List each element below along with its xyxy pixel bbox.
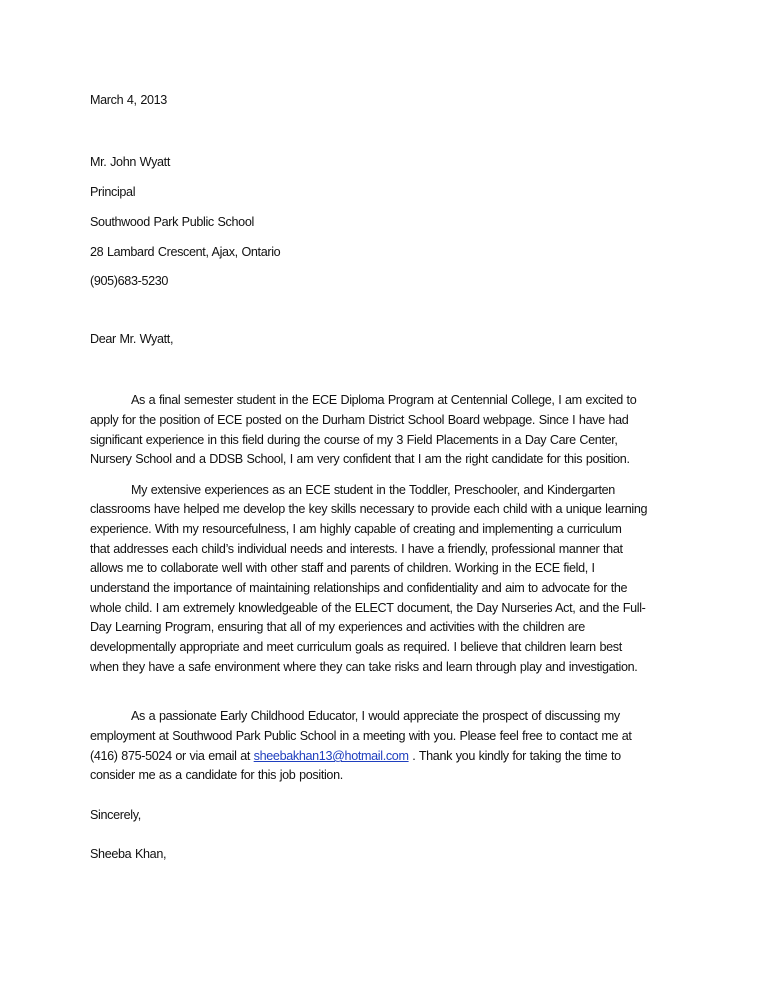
date: March 4, 2013 xyxy=(90,93,167,107)
paragraph1-line: As a final semester student in the ECE Diploma Program at Centennial College, I am excited to xyxy=(131,393,637,407)
paragraph2-line: Day Learning Program, ensuring that all of my experiences and activities with the children are xyxy=(90,620,585,634)
paragraph2-line: allows me to collaborate well with other staff and parents of children. Working in the ECE field, I xyxy=(90,561,595,575)
paragraph2-line: experience. With my resourcefulness, I am highly capable of creating and implementing a curriculum xyxy=(90,522,622,536)
paragraph2-line: My extensive experiences as an ECE student in the Toddler, Preschooler, and Kindergarten xyxy=(131,483,615,497)
paragraph1-line: significant experience in this field during the course of my 3 Field Placements in a Day Care Center, xyxy=(90,433,618,447)
paragraph3-line: As a passionate Early Childhood Educator, I would appreciate the prospect of discussing my xyxy=(131,709,620,723)
paragraph3-line: consider me as a candidate for this job position. xyxy=(90,768,343,782)
paragraph1-line: Nursery School and a DDSB School, I am very confident that I am the right candidate for this position. xyxy=(90,452,630,466)
paragraph2-line: understand the importance of maintaining relationships and confidentiality and aim to advocate for the xyxy=(90,581,628,595)
email-link[interactable]: sheebakhan13@hotmail.com xyxy=(253,749,409,763)
paragraph2-line: developmentally appropriate and meet curriculum goals as required. I believe that children learn best xyxy=(90,640,622,654)
recipient-school: Southwood Park Public School xyxy=(90,215,254,229)
paragraph3-text: . Thank you kindly for taking the time to xyxy=(408,749,621,763)
paragraph3-line xyxy=(90,748,621,764)
salutation: Dear Mr. Wyatt, xyxy=(90,332,174,346)
recipient-phone: (905)683-5230 xyxy=(90,274,169,288)
paragraph2-line: classrooms have helped me develop the key skills necessary to provide each child with a unique learning xyxy=(90,502,648,516)
signature: Sheeba Khan, xyxy=(90,847,167,861)
paragraph1-line: apply for the position of ECE posted on the Durham District School Board webpage. Since I have had xyxy=(90,413,629,427)
paragraph3-line: employment at Southwood Park Public School in a meeting with you. Please feel free to contact me at xyxy=(90,729,632,743)
paragraph2-line: that addresses each child’s individual needs and interests. I have a friendly, professional manner that xyxy=(90,542,623,556)
phone-text: (416) 875-5024 or via email at xyxy=(90,749,254,763)
recipient-title: Principal xyxy=(90,185,136,199)
closing: Sincerely, xyxy=(90,808,141,822)
paragraph2-line: when they have a safe environment where they can take risks and learn through play and investigation. xyxy=(90,660,638,674)
paragraph2-line: whole child. I am extremely knowledgeable of the ELECT document, the Day Nurseries Act, and the Full- xyxy=(90,601,646,615)
recipient-address: 28 Lambard Crescent, Ajax, Ontario xyxy=(90,245,281,259)
recipient-name: Mr. John Wyatt xyxy=(90,155,170,169)
